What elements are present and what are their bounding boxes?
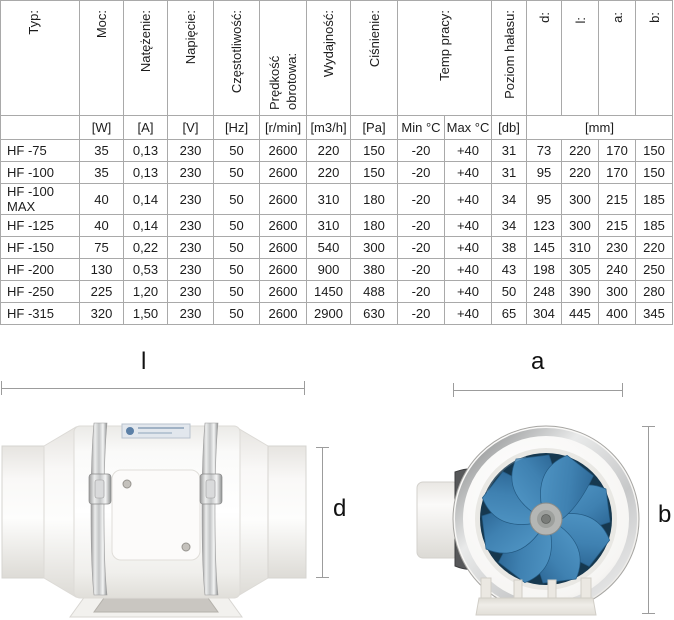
dimension-tick: [453, 383, 454, 397]
col-header-b: [636, 1, 673, 116]
table-cell: 220: [562, 140, 599, 162]
unit-cell: [W]: [80, 116, 124, 140]
dimension-label-l: l: [141, 348, 147, 375]
dimension-label-d: d: [333, 495, 347, 522]
table-cell: 35: [80, 162, 124, 184]
table-cell: +40: [445, 215, 492, 237]
table-cell: 31: [492, 162, 527, 184]
front-view-fan-image: [415, 420, 650, 620]
dimension-line-l: [1, 388, 305, 389]
table-cell: 50: [214, 162, 260, 184]
table-cell: 185: [636, 215, 673, 237]
table-cell: 2600: [260, 237, 307, 259]
table-cell: -20: [398, 215, 445, 237]
col-header-napiecie: [168, 1, 214, 116]
table-cell: 230: [168, 303, 214, 325]
table-cell: 380: [351, 259, 398, 281]
col-header-a: [599, 1, 636, 116]
col-header-predkosc: [260, 1, 307, 116]
table-cell: 2600: [260, 140, 307, 162]
table-cell: 230: [168, 162, 214, 184]
table-cell: 300: [599, 281, 636, 303]
table-cell: 2600: [260, 303, 307, 325]
table-cell: 50: [214, 140, 260, 162]
table-cell: +40: [445, 237, 492, 259]
table-cell: 40: [80, 215, 124, 237]
table-cell: 1,50: [124, 303, 168, 325]
table-cell: 123: [527, 215, 562, 237]
table-cell: 43: [492, 259, 527, 281]
table-row: [1, 162, 673, 184]
dimension-tick: [304, 381, 305, 395]
table-cell: 65: [492, 303, 527, 325]
table-cell: -20: [398, 259, 445, 281]
table-cell: 225: [80, 281, 124, 303]
table-cell: 2600: [260, 215, 307, 237]
table-cell: 50: [214, 215, 260, 237]
table-cell: 150: [636, 140, 673, 162]
table-cell: 220: [562, 162, 599, 184]
table-cell: +40: [445, 184, 492, 215]
table-cell: -20: [398, 281, 445, 303]
table-cell: 220: [307, 162, 351, 184]
table-cell: 280: [636, 281, 673, 303]
col-header-b-label: b:: [646, 12, 662, 23]
table-row: [1, 259, 673, 281]
table-cell: 95: [527, 162, 562, 184]
table-row: [1, 184, 673, 215]
table-cell: 50: [214, 184, 260, 215]
table-cell: 2600: [260, 184, 307, 215]
table-cell: 31: [492, 140, 527, 162]
type-cell: HF -100: [1, 162, 80, 184]
table-cell: 2600: [260, 259, 307, 281]
table-cell: -20: [398, 162, 445, 184]
table-cell: 250: [636, 259, 673, 281]
table-cell: 50: [214, 259, 260, 281]
col-header-typ-label: Typ:: [26, 10, 41, 35]
table-cell: 73: [527, 140, 562, 162]
dimension-tick: [316, 577, 329, 578]
table-cell: 185: [636, 184, 673, 215]
table-row: [1, 303, 673, 325]
table-cell: 230: [168, 184, 214, 215]
type-cell: HF -100 MAX: [1, 184, 80, 215]
dimension-label-a: a: [531, 348, 545, 375]
table-cell: 220: [307, 140, 351, 162]
table-cell: 150: [351, 140, 398, 162]
table-cell: 304: [527, 303, 562, 325]
table-cell: 310: [562, 237, 599, 259]
dimension-line-b: [648, 426, 649, 613]
dimension-tick: [1, 381, 2, 395]
table-cell: -20: [398, 184, 445, 215]
table-cell: 488: [351, 281, 398, 303]
table-cell: 230: [168, 259, 214, 281]
table-cell: 34: [492, 184, 527, 215]
table-cell: 230: [168, 140, 214, 162]
table-cell: 50: [492, 281, 527, 303]
col-header-czestotliwosc: [214, 1, 260, 116]
header-row: [1, 1, 673, 116]
table-cell: 230: [168, 215, 214, 237]
table-cell: 215: [599, 184, 636, 215]
unit-cell: Max °C: [445, 116, 492, 140]
table-cell: 2900: [307, 303, 351, 325]
table-cell: 0,53: [124, 259, 168, 281]
col-header-moc-label: Moc:: [94, 10, 109, 39]
table-cell: 300: [351, 237, 398, 259]
table-cell: 305: [562, 259, 599, 281]
col-header-l: [562, 1, 599, 116]
table-cell: 1,20: [124, 281, 168, 303]
table-cell: 40: [80, 184, 124, 215]
table-cell: 34: [492, 215, 527, 237]
table-row: [1, 140, 673, 162]
col-header-natezenie-label: Natężenie:: [138, 10, 153, 73]
table-cell: 248: [527, 281, 562, 303]
table-cell: 180: [351, 184, 398, 215]
table-cell: -20: [398, 140, 445, 162]
dimension-tick: [642, 613, 655, 614]
unit-cell: [Pa]: [351, 116, 398, 140]
table-row: [1, 237, 673, 259]
table-cell: 400: [599, 303, 636, 325]
table-cell: 0,13: [124, 140, 168, 162]
type-cell: HF -250: [1, 281, 80, 303]
spec-table-body: [1, 140, 673, 325]
table-cell: 630: [351, 303, 398, 325]
unit-cell: [V]: [168, 116, 214, 140]
table-cell: 540: [307, 237, 351, 259]
col-header-temp-pracy-label: Temp pracy:: [437, 10, 452, 81]
type-cell: HF -75: [1, 140, 80, 162]
col-header-wydajnosc: [307, 1, 351, 116]
table-cell: 95: [527, 184, 562, 215]
table-cell: 198: [527, 259, 562, 281]
unit-cell: [A]: [124, 116, 168, 140]
table-cell: 150: [351, 162, 398, 184]
table-cell: 130: [80, 259, 124, 281]
table-cell: 50: [214, 303, 260, 325]
col-header-wydajnosc-label: Wydajność:: [321, 10, 336, 78]
table-cell: 150: [636, 162, 673, 184]
table-cell: 390: [562, 281, 599, 303]
table-cell: 75: [80, 237, 124, 259]
table-cell: +40: [445, 140, 492, 162]
table-cell: 300: [562, 215, 599, 237]
col-header-typ: [1, 1, 80, 116]
col-header-d-label: d:: [536, 12, 552, 23]
table-cell: 2600: [260, 281, 307, 303]
table-cell: 230: [599, 237, 636, 259]
col-header-moc: [80, 1, 124, 116]
table-cell: 230: [168, 281, 214, 303]
table-cell: 0,14: [124, 184, 168, 215]
col-header-temp-pracy: [398, 1, 492, 116]
table-cell: 310: [307, 184, 351, 215]
col-header-czestotliwosc-label: Częstotliwość:: [229, 10, 244, 94]
units-row: [1, 116, 673, 140]
table-cell: 0,13: [124, 162, 168, 184]
table-cell: 35: [80, 140, 124, 162]
table-cell: 170: [599, 140, 636, 162]
table-cell: 0,22: [124, 237, 168, 259]
table-cell: 230: [168, 237, 214, 259]
table-cell: +40: [445, 162, 492, 184]
table-cell: 0,14: [124, 215, 168, 237]
table-cell: 38: [492, 237, 527, 259]
table-cell: -20: [398, 237, 445, 259]
col-header-poziom-halasu: [492, 1, 527, 116]
unit-cell: [1, 116, 80, 140]
table-cell: 240: [599, 259, 636, 281]
table-cell: +40: [445, 303, 492, 325]
table-cell: 900: [307, 259, 351, 281]
dimension-line-a: [453, 390, 623, 391]
col-header-d: [527, 1, 562, 116]
dimension-label-b: b: [658, 501, 672, 528]
side-view-fan-image: [0, 420, 312, 620]
table-cell: 2600: [260, 162, 307, 184]
col-header-natezenie: [124, 1, 168, 116]
col-header-napiecie-label: Napięcie:: [183, 10, 198, 65]
unit-cell: [db]: [492, 116, 527, 140]
table-cell: +40: [445, 259, 492, 281]
type-cell: HF -200: [1, 259, 80, 281]
type-cell: HF -125: [1, 215, 80, 237]
unit-cell: [Hz]: [214, 116, 260, 140]
table-cell: 145: [527, 237, 562, 259]
table-cell: 170: [599, 162, 636, 184]
unit-cell: [r/min]: [260, 116, 307, 140]
col-header-cisnienie: [351, 1, 398, 116]
table-cell: 215: [599, 215, 636, 237]
table-cell: 220: [636, 237, 673, 259]
table-cell: 1450: [307, 281, 351, 303]
table-cell: -20: [398, 303, 445, 325]
dimension-line-d: [322, 447, 323, 577]
col-header-cisnienie-label: Ciśnienie:: [366, 10, 382, 68]
type-cell: HF -315: [1, 303, 80, 325]
table-cell: 50: [214, 281, 260, 303]
table-cell: 445: [562, 303, 599, 325]
unit-cell: [m3/h]: [307, 116, 351, 140]
dimension-tick: [316, 447, 329, 448]
table-cell: 320: [80, 303, 124, 325]
table-cell: +40: [445, 281, 492, 303]
unit-cell: Min °C: [398, 116, 445, 140]
table-cell: 345: [636, 303, 673, 325]
dimension-tick: [642, 426, 655, 427]
table-cell: 180: [351, 215, 398, 237]
table-cell: 50: [214, 237, 260, 259]
dimension-tick: [622, 383, 623, 397]
col-header-a-label: a:: [609, 12, 625, 23]
table-cell: 310: [307, 215, 351, 237]
col-header-poziom-halasu-label: Poziom hałasu:: [501, 10, 517, 99]
table-cell: 300: [562, 184, 599, 215]
unit-cell-mm: [mm]: [527, 116, 673, 140]
table-row: [1, 281, 673, 303]
col-header-l-label: l:: [572, 16, 588, 23]
col-header-predkosc-label: Prędkość obrotowa:: [267, 52, 299, 110]
table-row: [1, 215, 673, 237]
type-cell: HF -150: [1, 237, 80, 259]
